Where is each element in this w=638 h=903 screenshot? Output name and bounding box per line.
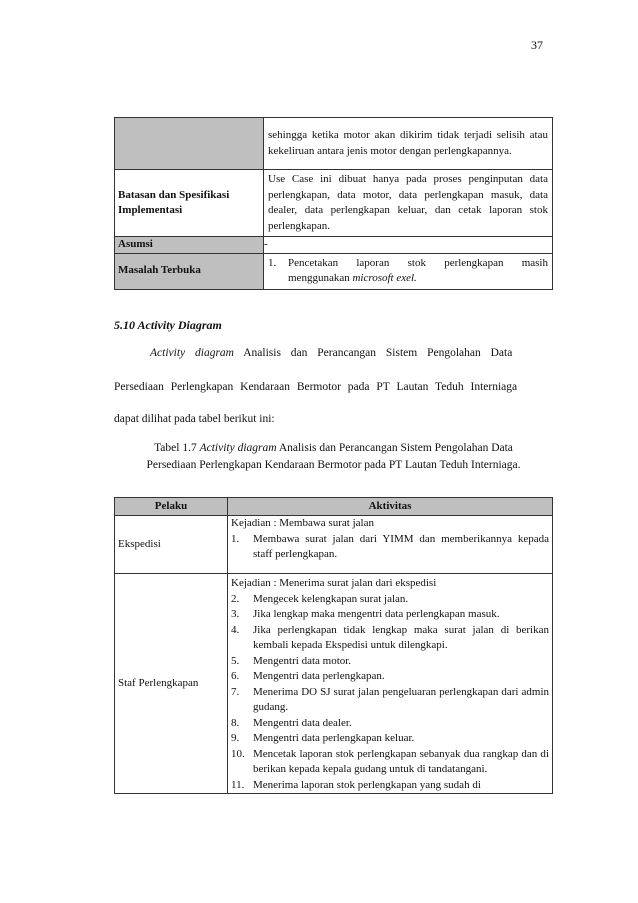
batasan-label: Batasan dan Spesifikasi Implementasi xyxy=(115,170,264,237)
activity-list xyxy=(231,532,549,563)
list-item: 2. Mengecek kelengkapan surat jalan. xyxy=(231,592,409,605)
list-item: 1. Membawa surat jalan dari YIMM dan memberikannya kepada staff perlengkapan. xyxy=(231,532,549,560)
table-header-row xyxy=(115,498,553,516)
activities-cell xyxy=(228,574,553,794)
section-heading: 5.10 Activity Diagram xyxy=(114,318,222,332)
activity-list xyxy=(231,592,549,794)
table-row xyxy=(115,574,553,794)
actor-cell: Ekspedisi xyxy=(115,516,228,574)
table-row xyxy=(115,516,553,574)
list-item: 9. Mengentri data perlengkapan keluar. xyxy=(231,732,415,744)
event-intro: Kejadian : Menerima surat jalan dari ekspedisi xyxy=(231,577,437,589)
asumsi-label: Asumsi xyxy=(115,237,264,254)
actor-cell: Staf Perlengkapan xyxy=(115,574,228,794)
paragraph-line: Activity diagram Analisis dan Perancangan Sistem Pengolahan Data xyxy=(150,347,513,359)
use-case-spec-table xyxy=(114,117,553,290)
asumsi-value: - xyxy=(264,237,553,254)
masalah-terbuka-value xyxy=(264,253,553,289)
list-item: 10. Mencetak laporan stok perlengkapan sebanyak dua rangkap dan di berikan kepada kepala gudang untuk di tandatangani. xyxy=(231,747,549,775)
paragraph-line: Persediaan Perlengkapan Kendaraan Bermotor pada PT Lautan Teduh Interniaga xyxy=(114,381,518,393)
batasan-value: Use Case ini dibuat hanya pada proses penginputan data perlengkapan, data motor, data perlengkapan masuk, data dealer, data perlengkapan keluar, dan cetak laporan stok perlengkapan. xyxy=(264,170,553,237)
list-item: 6. Mengentri data perlengkapan. xyxy=(231,670,385,682)
list-item: 8. Mengentri data dealer. xyxy=(231,716,352,729)
masalah-terbuka-label: Masalah Terbuka xyxy=(115,253,264,289)
list-item: 7. Menerima DO SJ surat jalan pengeluaran perlengkapan dari admin gudang. xyxy=(231,685,549,713)
table-row xyxy=(115,237,553,254)
continued-description-cell: sehingga ketika motor akan dikirim tidak terjadi selisih atau kekeliruan antara jenis motor dengan perlengkapannya. xyxy=(264,118,553,170)
list-item: 4. Jika perlengkapan tidak lengkap maka surat jalan di berikan kembali kepada Ekspedisi untuk dilengkapi. xyxy=(231,623,549,651)
paragraph-line: dapat dilihat pada tabel berikut ini: xyxy=(114,413,275,425)
list-item: 11. Menerima laporan stok perlengkapan yang sudah di xyxy=(231,778,481,791)
header-aktivitas: Aktivitas xyxy=(228,498,553,516)
empty-label-cell xyxy=(115,118,264,170)
activities-cell xyxy=(228,516,553,574)
table-row xyxy=(115,170,553,237)
page-number: 37 xyxy=(531,38,543,52)
table-caption-line2: Persediaan Perlengkapan Kendaraan Bermotor pada PT Lautan Teduh Interniaga. xyxy=(146,459,521,471)
table-caption: Tabel 1.7 Activity diagram Analisis dan Perancangan Sistem Pengolahan Data xyxy=(154,442,513,454)
list-item: 5. Mengentri data motor. xyxy=(231,654,352,667)
table-row xyxy=(115,118,553,170)
list-item: 3. Jika lengkap maka mengentri data perlengkapan masuk. xyxy=(231,608,500,620)
table-row xyxy=(115,253,553,289)
event-intro: Kejadian : Membawa surat jalan xyxy=(231,517,374,529)
activity-table xyxy=(114,497,553,794)
header-pelaku: Pelaku xyxy=(115,498,228,516)
masalah-list xyxy=(268,256,548,287)
list-item: 1. Pencetakan laporan stok perlengkapan masih menggunakan microsoft exel. xyxy=(268,256,548,284)
